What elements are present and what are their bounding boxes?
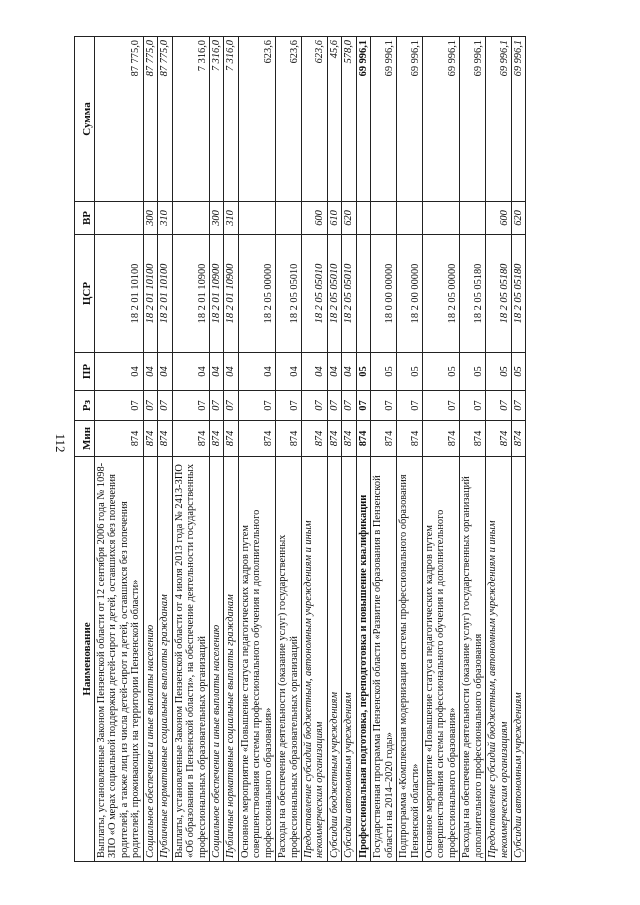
cell-name: Подпрограмма «Комплексная модернизация системы профессионального образования Пензенской области» xyxy=(397,457,423,862)
cell-rz: 07 xyxy=(327,391,341,421)
cell-name: Предоставление субсидий бюджетным, автономным учреждениям и иным некоммерческим организациям xyxy=(302,457,328,862)
header-sum: Сумма xyxy=(75,37,95,202)
cell-min: 874 xyxy=(356,421,370,457)
cell-rz: 07 xyxy=(143,391,157,421)
cell-pr: 04 xyxy=(238,353,275,391)
budget-table xyxy=(74,36,526,862)
cell-pr: 05 xyxy=(422,353,459,391)
cell-rz: 07 xyxy=(486,391,512,421)
table-row xyxy=(238,37,275,862)
cell-vr xyxy=(356,202,370,235)
cell-sum: 623,6 xyxy=(276,37,302,202)
page-number: 112 xyxy=(53,433,68,453)
cell-sum: 69 996,1 xyxy=(486,37,512,202)
cell-vr: 620 xyxy=(512,202,526,235)
cell-csr: 18 2 05 05010 xyxy=(276,235,302,353)
cell-csr: 18 2 01 10900 xyxy=(209,235,223,353)
cell-name: Расходы на обеспечение деятельности (оказание услуг) государственных организаций дополнительного профессионального образования xyxy=(460,457,486,862)
table-row xyxy=(460,37,486,862)
cell-min: 874 xyxy=(143,421,157,457)
header-row xyxy=(75,37,95,862)
table-body xyxy=(95,37,526,862)
cell-sum: 69 996,1 xyxy=(371,37,397,202)
cell-rz: 07 xyxy=(276,391,302,421)
cell-min: 874 xyxy=(342,421,356,457)
cell-min: 874 xyxy=(486,421,512,457)
cell-min: 874 xyxy=(209,421,223,457)
table-row xyxy=(172,37,209,862)
header-rz: Рз xyxy=(75,391,95,421)
cell-csr: 18 2 05 05180 xyxy=(486,235,512,353)
header-vr: ВР xyxy=(75,202,95,235)
cell-pr: 04 xyxy=(143,353,157,391)
cell-pr: 05 xyxy=(512,353,526,391)
cell-vr xyxy=(172,202,209,235)
cell-name: Публичные нормативные социальные выплаты гражданам xyxy=(158,457,172,862)
cell-pr: 04 xyxy=(224,353,238,391)
table-row xyxy=(95,37,144,862)
cell-sum: 623,6 xyxy=(302,37,328,202)
cell-rz: 07 xyxy=(172,391,209,421)
cell-sum: 7 316,0 xyxy=(172,37,209,202)
cell-csr: 18 0 00 00000 xyxy=(371,235,397,353)
cell-csr: 18 2 05 00000 xyxy=(422,235,459,353)
cell-sum: 69 996,1 xyxy=(356,37,370,202)
cell-name: Субсидии автономным учреждениям xyxy=(342,457,356,862)
cell-name: Субсидии автономным учреждениям xyxy=(512,457,526,862)
cell-rz: 07 xyxy=(422,391,459,421)
cell-min: 874 xyxy=(371,421,397,457)
cell-csr: 18 2 01 10100 xyxy=(158,235,172,353)
cell-min: 874 xyxy=(172,421,209,457)
cell-sum: 87 775,0 xyxy=(158,37,172,202)
cell-name: Социальное обеспечение и иные выплаты населению xyxy=(209,457,223,862)
rotated-page-content xyxy=(74,37,614,862)
cell-sum: 45,6 xyxy=(327,37,341,202)
cell-rz: 07 xyxy=(342,391,356,421)
cell-pr: 05 xyxy=(397,353,423,391)
cell-name: Субсидии бюджетным учреждениям xyxy=(327,457,341,862)
cell-rz: 07 xyxy=(512,391,526,421)
cell-pr: 04 xyxy=(172,353,209,391)
cell-sum: 69 996,1 xyxy=(460,37,486,202)
cell-sum: 578,0 xyxy=(342,37,356,202)
cell-min: 874 xyxy=(95,421,144,457)
cell-min: 874 xyxy=(224,421,238,457)
table-row xyxy=(512,37,526,862)
cell-vr: 300 xyxy=(209,202,223,235)
cell-csr xyxy=(356,235,370,353)
cell-sum: 69 996,1 xyxy=(397,37,423,202)
header-min: Мин xyxy=(75,421,95,457)
cell-vr: 600 xyxy=(302,202,328,235)
table-row xyxy=(371,37,397,862)
cell-min: 874 xyxy=(238,421,275,457)
cell-rz: 07 xyxy=(397,391,423,421)
cell-rz: 07 xyxy=(302,391,328,421)
cell-min: 874 xyxy=(397,421,423,457)
cell-vr xyxy=(397,202,423,235)
cell-csr: 18 2 01 10100 xyxy=(95,235,144,353)
cell-rz: 07 xyxy=(371,391,397,421)
cell-pr: 05 xyxy=(371,353,397,391)
cell-name: Основное мероприятие «Повышение статуса педагогических кадров путем совершенствования системы профессионального обучения и дополнительного профессионального образования» xyxy=(238,457,275,862)
header-pr: ПР xyxy=(75,353,95,391)
cell-csr: 18 2 05 05180 xyxy=(512,235,526,353)
cell-sum: 87 775,0 xyxy=(143,37,157,202)
cell-name: Основное мероприятие «Повышение статуса педагогических кадров путем совершенствования системы профессионального обучения и дополнительного профессионального образования» xyxy=(422,457,459,862)
cell-pr: 04 xyxy=(158,353,172,391)
header-name: Наименование xyxy=(75,457,95,862)
cell-name: Профессиональная подготовка, переподготовка и повышение квалификации xyxy=(356,457,370,862)
cell-rz: 07 xyxy=(158,391,172,421)
cell-name: Государственная программа Пензенской области «Развитие образования в Пензенской области на 2014–2020 годы» xyxy=(371,457,397,862)
cell-name: Выплаты, установленные Законом Пензенской области от 4 июля 2013 года № 2413-ЗПО «Об образовании в Пензенской области», на обеспечение деятельности государственных профессиональных образовательных организаций xyxy=(172,457,209,862)
cell-pr: 04 xyxy=(302,353,328,391)
table-row xyxy=(302,37,328,862)
cell-min: 874 xyxy=(158,421,172,457)
table-row xyxy=(422,37,459,862)
cell-vr: 300 xyxy=(143,202,157,235)
cell-sum: 87 775,0 xyxy=(95,37,144,202)
table-row xyxy=(327,37,341,862)
cell-vr xyxy=(422,202,459,235)
cell-sum: 69 996,1 xyxy=(512,37,526,202)
cell-pr: 04 xyxy=(327,353,341,391)
table-row xyxy=(356,37,370,862)
cell-vr xyxy=(460,202,486,235)
cell-vr xyxy=(276,202,302,235)
cell-sum: 7 316,0 xyxy=(224,37,238,202)
cell-sum: 7 316,0 xyxy=(209,37,223,202)
cell-vr: 620 xyxy=(342,202,356,235)
cell-csr: 18 2 01 10900 xyxy=(224,235,238,353)
cell-pr: 05 xyxy=(356,353,370,391)
cell-name: Предоставление субсидий бюджетным, автономным учреждениям и иным некоммерческим организациям xyxy=(486,457,512,862)
cell-pr: 05 xyxy=(460,353,486,391)
cell-csr: 18 2 05 00000 xyxy=(238,235,275,353)
cell-name: Социальное обеспечение и иные выплаты населению xyxy=(143,457,157,862)
cell-vr: 310 xyxy=(158,202,172,235)
cell-rz: 07 xyxy=(238,391,275,421)
cell-name: Расходы на обеспечение деятельности (оказание услуг) государственных профессиональных образовательных организаций xyxy=(276,457,302,862)
table-row xyxy=(486,37,512,862)
table-row xyxy=(342,37,356,862)
cell-csr: 18 2 05 05010 xyxy=(342,235,356,353)
cell-min: 874 xyxy=(276,421,302,457)
cell-vr: 610 xyxy=(327,202,341,235)
cell-min: 874 xyxy=(512,421,526,457)
cell-vr: 600 xyxy=(486,202,512,235)
cell-vr: 310 xyxy=(224,202,238,235)
cell-vr xyxy=(95,202,144,235)
header-csr: ЦСР xyxy=(75,235,95,353)
cell-min: 874 xyxy=(302,421,328,457)
table-row xyxy=(276,37,302,862)
table-row xyxy=(209,37,223,862)
cell-min: 874 xyxy=(460,421,486,457)
cell-pr: 04 xyxy=(95,353,144,391)
table-row xyxy=(143,37,157,862)
table-row xyxy=(397,37,423,862)
cell-rz: 07 xyxy=(460,391,486,421)
cell-rz: 07 xyxy=(209,391,223,421)
cell-pr: 04 xyxy=(276,353,302,391)
cell-name: Публичные нормативные социальные выплаты гражданам xyxy=(224,457,238,862)
cell-pr: 04 xyxy=(209,353,223,391)
cell-vr xyxy=(238,202,275,235)
cell-pr: 05 xyxy=(486,353,512,391)
cell-csr: 18 2 01 10900 xyxy=(172,235,209,353)
cell-rz: 07 xyxy=(224,391,238,421)
cell-pr: 04 xyxy=(342,353,356,391)
cell-sum: 69 996,1 xyxy=(422,37,459,202)
cell-csr: 18 2 05 05010 xyxy=(302,235,328,353)
cell-vr xyxy=(371,202,397,235)
cell-name: Выплаты, установленные Законом Пензенской области от 12 сентября 2006 года № 1098-ЗПО «О мерах социальной поддержки детей-сирот и детей, оставшихся без попечения родителей, а также лиц из числа детей-сирот и детей, оставшихся без попечения родителей, проживающих на территории Пензенской области» xyxy=(95,457,144,862)
cell-rz: 07 xyxy=(95,391,144,421)
cell-csr: 18 2 01 10100 xyxy=(143,235,157,353)
cell-min: 874 xyxy=(422,421,459,457)
cell-csr: 18 2 05 05180 xyxy=(460,235,486,353)
cell-rz: 07 xyxy=(356,391,370,421)
cell-csr: 18 2 05 05010 xyxy=(327,235,341,353)
cell-min: 874 xyxy=(327,421,341,457)
cell-sum: 623,6 xyxy=(238,37,275,202)
table-row xyxy=(224,37,238,862)
table-row xyxy=(158,37,172,862)
cell-csr: 18 2 00 00000 xyxy=(397,235,423,353)
